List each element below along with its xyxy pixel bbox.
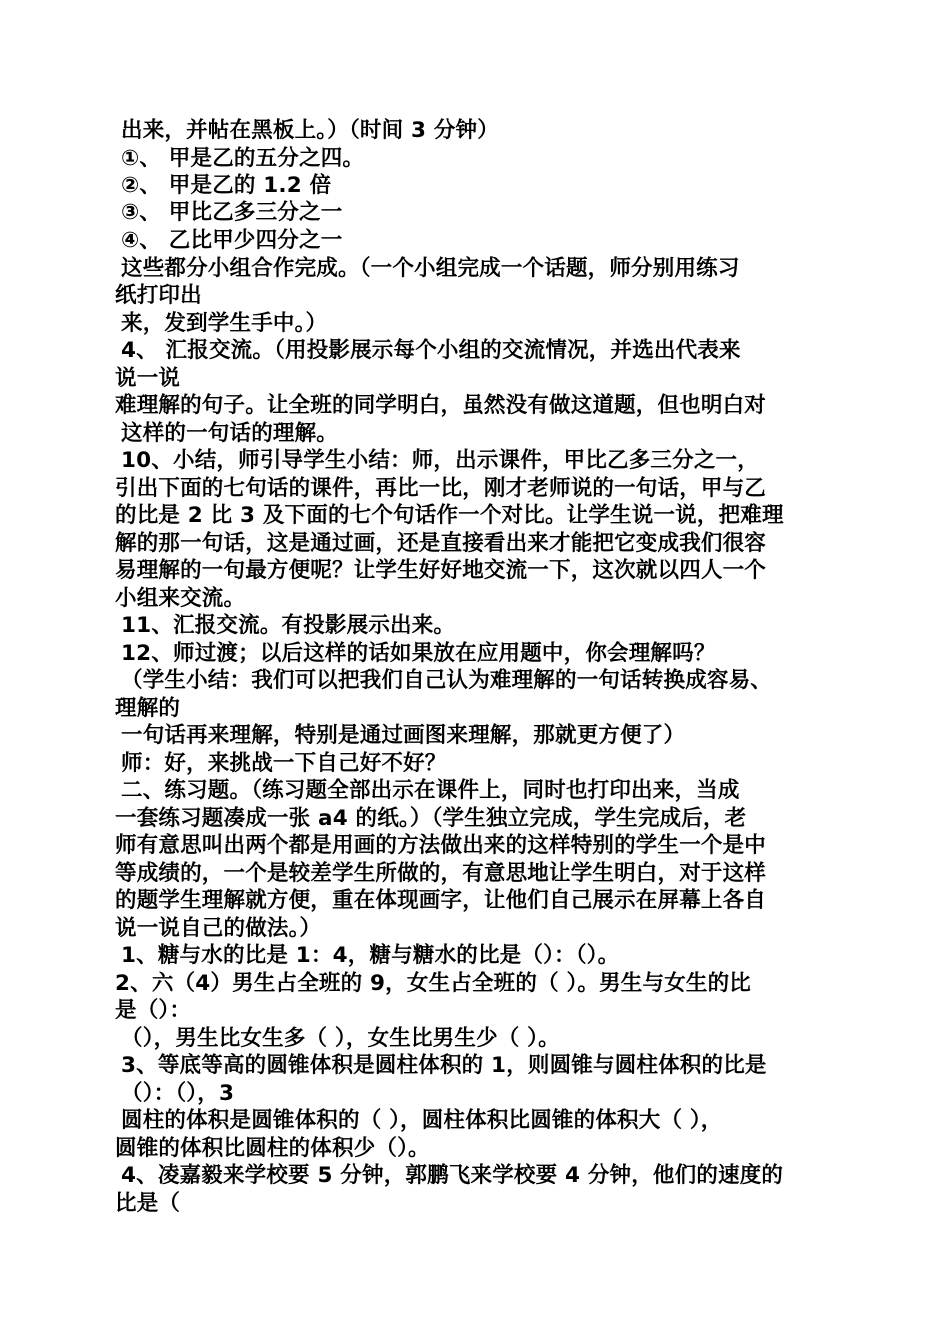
text-line: 4、凌嘉毅来学校要 5 分钟，郭鹏飞来学校要 4 分钟，他们的速度的: [121, 1163, 784, 1188]
text-line: 纸打印出: [115, 283, 202, 308]
text-line: 理解的: [115, 696, 181, 721]
text-line: 11、汇报交流。有投影展示出来。: [121, 613, 456, 638]
text-line: 引出下面的七句话的课件，再比一比，刚才老师说的一句话，甲与乙: [115, 476, 767, 501]
text-line: 10、小结，师引导学生小结：师，出示课件，甲比乙多三分之一，: [121, 448, 759, 473]
text-line: （）：（），3: [121, 1081, 235, 1106]
text-line: 是（）：: [115, 998, 192, 1023]
text-line: 易理解的一句最方便呢？让学生好好地交流一下，这次就以四人一个: [115, 558, 767, 583]
text-line: 12、师过渡；以后这样的话如果放在应用题中，你会理解吗？: [121, 641, 716, 666]
text-line: 二、练习题。（练习题全部出示在课件上，同时也打印出来，当成: [121, 778, 740, 803]
text-line: 这样的一句话的理解。: [121, 421, 339, 446]
text-line: （），男生比女生多（ ），女生比男生少（ ）。: [121, 1026, 560, 1051]
text-line: 的题学生理解就方便，重在体现画字，让他们自己展示在屏幕上各自: [115, 888, 767, 913]
text-line: 2、六（4）男生占全班的 9，女生占全班的（ ）。男生与女生的比: [115, 971, 752, 996]
text-line: 说一说自己的做法。）: [115, 916, 322, 941]
text-line: 解的那一句话，这是通过画，还是直接看出来才能把它变成我们很容: [115, 531, 767, 556]
text-line: 来，发到学生手中。）: [121, 311, 328, 336]
text-line: ④、 乙比甲少四分之一: [121, 228, 343, 253]
text-line: 说一说: [115, 366, 181, 391]
text-line: 1、糖与水的比是 1：4，糖与糖水的比是（）：（）。: [121, 943, 620, 968]
text-line: 一套练习题凑成一张 a4 的纸。）（学生独立完成，学生完成后，老: [115, 806, 747, 831]
text-line: ②、 甲是乙的 1.2 倍: [121, 173, 332, 198]
text-line: 师有意思叫出两个都是用画的方法做出来的这样特别的学生一个是中: [115, 833, 767, 858]
text-line: 3、等底等高的圆锥体积是圆柱体积的 1，则圆锥与圆柱体积的比是: [121, 1053, 767, 1078]
text-line: 出来，并帖在黑板上。）（时间 3 分钟）: [121, 118, 499, 143]
text-line: ③、 甲比乙多三分之一: [121, 200, 343, 225]
text-line: 这些都分小组合作完成。（一个小组完成一个话题，师分别用练习: [121, 256, 740, 281]
text-line: 等成绩的，一个是较差学生所做的，有意思地让学生明白，对于这样: [115, 861, 767, 886]
text-line: （学生小结：我们可以把我们自己认为难理解的一句话转换成容易、: [121, 668, 773, 693]
text-line: 比是（: [115, 1191, 181, 1216]
text-line: 一句话再来理解，特别是通过画图来理解，那就更方便了）: [121, 723, 686, 748]
text-line: 小组来交流。: [115, 586, 246, 611]
text-line: ①、 甲是乙的五分之四。: [121, 146, 365, 171]
text-line: 的比是 2 比 3 及下面的七个句话作一个对比。让学生说一说，把难理: [115, 503, 784, 528]
text-line: 4、 汇报交流。（用投影展示每个小组的交流情况，并选出代表来: [121, 338, 741, 363]
text-line: 难理解的句子。让全班的同学明白，虽然没有做这道题，但也明白对: [115, 393, 767, 418]
text-line: 圆锥的体积比圆柱的体积少（）。: [115, 1136, 430, 1161]
text-line: 圆柱的体积是圆锥体积的（ ），圆柱体积比圆锥的体积大（ ），: [121, 1108, 723, 1133]
text-line: 师：好，来挑战一下自己好不好？: [121, 751, 447, 776]
